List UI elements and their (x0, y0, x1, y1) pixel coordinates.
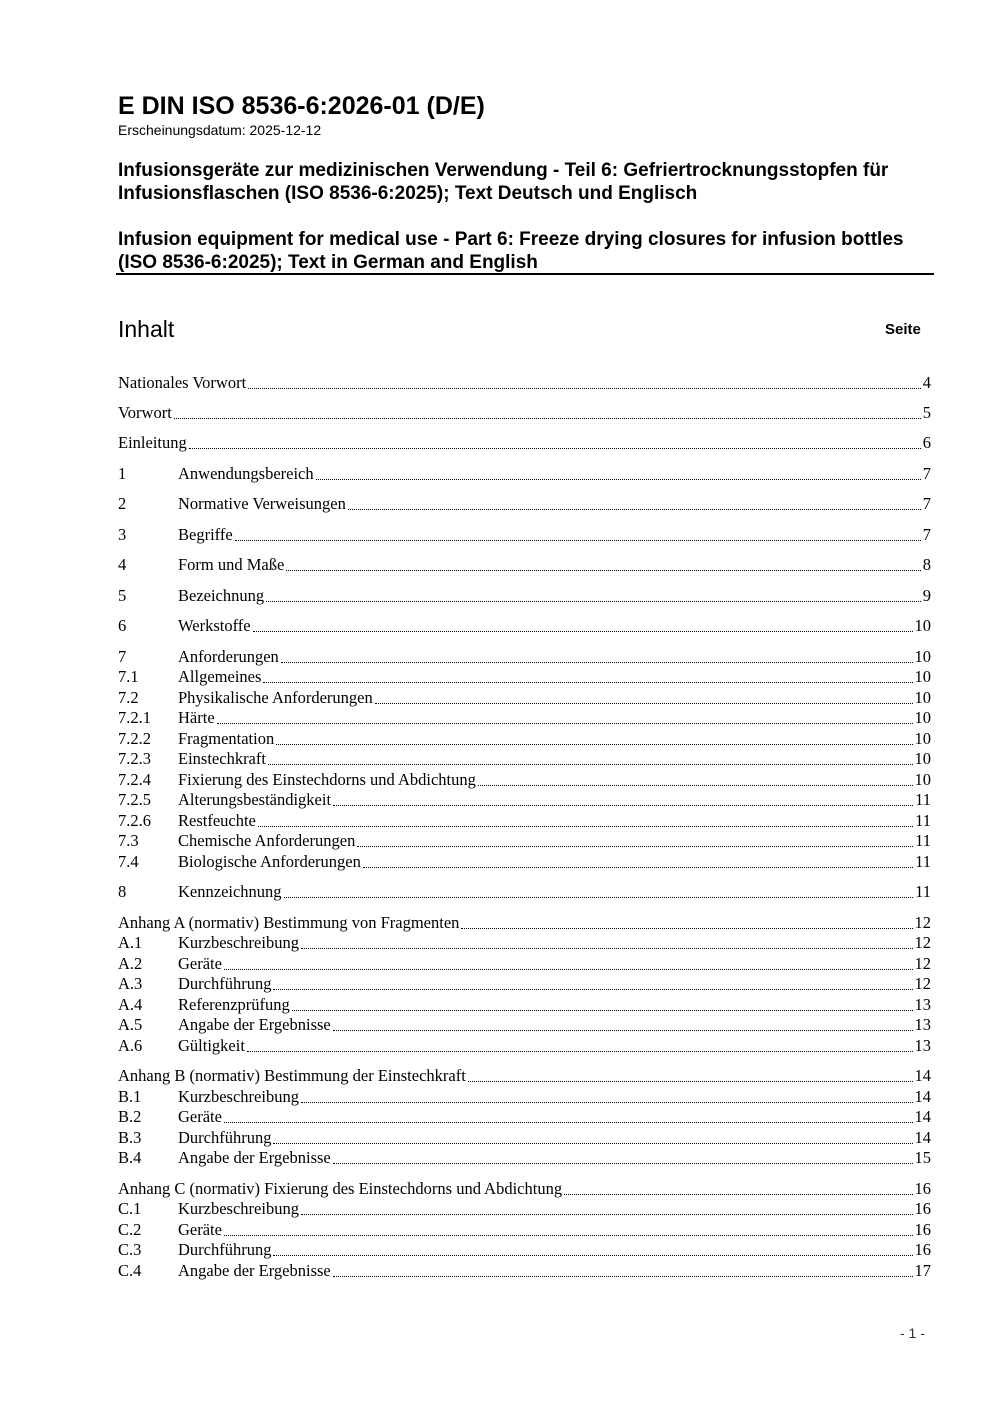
toc-dot-leader (273, 1251, 912, 1256)
toc-entry-number: 6 (118, 616, 127, 635)
toc-entry-number: A.2 (118, 954, 143, 973)
toc-entry-page: 16 (914, 1240, 931, 1259)
toc-entry-label: Härte (178, 708, 215, 727)
toc-entry-page: 10 (914, 749, 931, 768)
toc-entry[interactable] (118, 493, 931, 514)
toc-entry-page: 12 (914, 954, 931, 973)
toc-entry-number: 7.2.6 (118, 811, 151, 830)
toc-entry-number: 7.2.1 (118, 708, 151, 727)
toc-entry-label: Nationales Vorwort (118, 373, 247, 392)
toc-entry[interactable] (118, 769, 931, 790)
toc-entry-label: Geräte (178, 954, 222, 973)
toc-entry-label: Normative Verweisungen (178, 494, 346, 513)
toc-entry-page: 8 (922, 555, 931, 574)
toc-entry-page: 10 (914, 688, 931, 707)
toc-entry-number: 3 (118, 525, 127, 544)
toc-dot-leader (333, 1026, 913, 1031)
toc-dot-leader (253, 627, 913, 632)
toc-dot-leader (273, 1139, 912, 1144)
toc-entry-number: 7.2 (118, 688, 139, 707)
toc-entry[interactable] (118, 953, 931, 974)
toc-entry-label: Durchführung (178, 1240, 272, 1259)
toc-entry-label: Geräte (178, 1220, 222, 1239)
toc-entry-number: 2 (118, 494, 127, 513)
toc-dot-leader (273, 985, 912, 990)
toc-entry[interactable] (118, 1219, 931, 1240)
toc-entry[interactable] (118, 912, 931, 933)
toc-entry-label: Form und Maße (178, 555, 285, 574)
toc-entry-page: 10 (914, 708, 931, 727)
toc-entry-number: B.1 (118, 1087, 142, 1106)
toc-entry-page: 6 (922, 433, 931, 452)
toc-entry-page: 15 (914, 1148, 931, 1167)
toc-entry[interactable] (118, 932, 931, 953)
toc-entry-number: C.4 (118, 1261, 142, 1280)
toc-dot-leader (286, 566, 920, 571)
toc-dot-leader (263, 678, 912, 683)
toc-entry[interactable] (118, 1147, 931, 1168)
toc-entry[interactable] (118, 432, 931, 453)
toc-entry[interactable] (118, 666, 931, 687)
toc-entry-page: 17 (914, 1261, 931, 1280)
toc-entry-page: 10 (914, 616, 931, 635)
toc-entry[interactable] (118, 402, 931, 423)
toc-dot-leader (478, 781, 913, 786)
table-of-contents (118, 0, 931, 1403)
toc-entry-page: 10 (914, 667, 931, 686)
toc-entry-label: Werkstoffe (178, 616, 251, 635)
toc-dot-leader (461, 924, 912, 929)
toc-dot-leader (292, 1006, 913, 1011)
toc-entry-label: Anhang C (normativ) Fixierung des Einstechdorns und Abdichtung (118, 1179, 563, 1198)
toc-entry-label: Geräte (178, 1107, 222, 1126)
toc-entry-label: Vorwort (118, 403, 172, 422)
toc-entry-number: A.4 (118, 995, 143, 1014)
toc-entry-label: Kurzbeschreibung (178, 933, 299, 952)
toc-dot-leader (266, 597, 921, 602)
toc-entry[interactable] (118, 748, 931, 769)
toc-entry-number: C.3 (118, 1240, 142, 1259)
toc-dot-leader (281, 658, 913, 663)
toc-entry-page: 4 (922, 373, 931, 392)
toc-entry-label: Allgemeines (178, 667, 262, 686)
toc-entry-page: 12 (914, 974, 931, 993)
toc-entry[interactable] (118, 1260, 931, 1281)
toc-entry[interactable] (118, 1178, 931, 1199)
toc-entry[interactable] (118, 687, 931, 708)
toc-entry[interactable] (118, 463, 931, 484)
toc-heading: Inhalt (118, 316, 175, 342)
toc-entry-number: 8 (118, 882, 127, 901)
toc-entry-number: C.1 (118, 1199, 142, 1218)
toc-dot-leader (217, 719, 913, 724)
toc-entry-page: 14 (914, 1107, 931, 1126)
toc-entry-page: 10 (914, 770, 931, 789)
toc-entry[interactable] (118, 728, 931, 749)
toc-dot-leader (333, 1159, 913, 1164)
toc-entry[interactable] (118, 1127, 931, 1148)
toc-entry-number: 7 (118, 647, 127, 666)
toc-page-column-label: Seite (885, 321, 921, 338)
toc-entry-page: 9 (922, 586, 931, 605)
toc-entry[interactable] (118, 973, 931, 994)
toc-entry-number: 1 (118, 464, 127, 483)
toc-dot-leader (248, 384, 921, 389)
toc-entry[interactable] (118, 1035, 931, 1056)
toc-dot-leader (333, 1272, 913, 1277)
toc-dot-leader (301, 1098, 913, 1103)
toc-dot-leader (174, 414, 921, 419)
toc-entry[interactable] (118, 372, 931, 393)
toc-entry-label: Begriffe (178, 525, 233, 544)
toc-entry-page: 13 (914, 1015, 931, 1034)
toc-entry[interactable] (118, 646, 931, 667)
toc-dot-leader (224, 965, 913, 970)
toc-entry-number: B.3 (118, 1128, 142, 1147)
toc-entry-label: Restfeuchte (178, 811, 256, 830)
toc-entry[interactable] (118, 615, 931, 636)
toc-entry-number: 7.3 (118, 831, 139, 850)
title-english: Infusion equipment for medical use - Part 6: Freeze drying closures for infusion bottles (ISO 8536-6:2025); Text in German and English (118, 229, 904, 273)
toc-entry-page: 11 (915, 831, 931, 850)
toc-entry-label: Angabe der Ergebnisse (178, 1015, 331, 1034)
toc-entry-page: 16 (914, 1179, 931, 1198)
toc-entry-number: 7.1 (118, 667, 139, 686)
toc-entry-page: 14 (914, 1087, 931, 1106)
toc-entry-label: Anhang B (normativ) Bestimmung der Einstechkraft (118, 1066, 466, 1085)
toc-entry-page: 16 (914, 1199, 931, 1218)
toc-entry-label: Bezeichnung (178, 586, 265, 605)
toc-entry-label: Kennzeichnung (178, 882, 282, 901)
toc-entry-label: Fragmentation (178, 729, 275, 748)
toc-dot-leader (189, 444, 921, 449)
toc-dot-leader (258, 822, 913, 827)
toc-entry-page: 10 (914, 729, 931, 748)
toc-entry-label: Einleitung (118, 433, 187, 452)
toc-entry[interactable] (118, 524, 931, 545)
toc-entry-label: Fixierung des Einstechdorns und Abdichtung (178, 770, 476, 789)
toc-entry-page: 13 (914, 1036, 931, 1055)
toc-dot-leader (363, 863, 913, 868)
toc-entry-page: 13 (914, 995, 931, 1014)
toc-entry-label: Anhang A (normativ) Bestimmung von Fragmenten (118, 913, 460, 932)
toc-dot-leader (224, 1231, 913, 1236)
toc-entry-number: C.2 (118, 1220, 142, 1239)
toc-entry-label: Angabe der Ergebnisse (178, 1261, 331, 1280)
toc-dot-leader (316, 475, 921, 480)
release-date: Erscheinungsdatum: 2025-12-12 (118, 122, 322, 138)
toc-dot-leader (224, 1118, 913, 1123)
toc-entry-number: 7.2.3 (118, 749, 151, 768)
toc-entry[interactable] (118, 1198, 931, 1219)
toc-entry-label: Chemische Anforderungen (178, 831, 356, 850)
toc-dot-leader (268, 760, 913, 765)
toc-entry-page: 11 (915, 790, 931, 809)
toc-entry-page: 7 (922, 464, 931, 483)
toc-entry[interactable] (118, 1239, 931, 1260)
toc-dot-leader (333, 801, 913, 806)
toc-entry-number: A.6 (118, 1036, 143, 1055)
toc-entry-number: 5 (118, 586, 127, 605)
toc-entry-number: 7.2.4 (118, 770, 151, 789)
toc-dot-leader (375, 699, 913, 704)
toc-entry-label: Kurzbeschreibung (178, 1199, 299, 1218)
toc-entry[interactable] (118, 585, 931, 606)
toc-dot-leader (468, 1077, 913, 1082)
toc-entry-label: Gültigkeit (178, 1036, 245, 1055)
toc-entry-page: 14 (914, 1066, 931, 1085)
toc-entry-label: Referenzprüfung (178, 995, 290, 1014)
toc-entry-page: 12 (914, 933, 931, 952)
toc-dot-leader (301, 1210, 913, 1215)
toc-entry[interactable] (118, 554, 931, 575)
toc-dot-leader (564, 1190, 912, 1195)
toc-dot-leader (235, 536, 921, 541)
toc-entry-page: 11 (915, 882, 931, 901)
toc-entry-label: Kurzbeschreibung (178, 1087, 299, 1106)
toc-entry-label: Einstechkraft (178, 749, 266, 768)
toc-entry[interactable] (118, 1106, 931, 1127)
toc-entry-number: A.5 (118, 1015, 143, 1034)
toc-entry-number: B.2 (118, 1107, 142, 1126)
toc-entry-page: 7 (922, 494, 931, 513)
toc-entry-number: A.1 (118, 933, 143, 952)
toc-entry-page: 16 (914, 1220, 931, 1239)
toc-entry-page: 7 (922, 525, 931, 544)
toc-entry-number: B.4 (118, 1148, 142, 1167)
toc-dot-leader (301, 944, 913, 949)
toc-entry-label: Alterungsbeständigkeit (178, 790, 332, 809)
toc-entry-label: Durchführung (178, 974, 272, 993)
toc-dot-leader (357, 842, 913, 847)
toc-entry[interactable] (118, 994, 931, 1015)
toc-entry[interactable] (118, 1065, 931, 1086)
title-german: Infusionsgeräte zur medizinischen Verwendung - Teil 6: Gefriertrocknungsstopfen für Infusionsflaschen (ISO 8536-6:2025); Text Deutsch und Englisch (118, 160, 889, 204)
document-id-title: E DIN ISO 8536-6:2026-01 (D/E) (118, 92, 485, 120)
toc-entry-number: A.3 (118, 974, 143, 993)
page-number: - 1 - (900, 1325, 925, 1341)
toc-entry-label: Anwendungsbereich (178, 464, 314, 483)
toc-entry[interactable] (118, 830, 931, 851)
toc-entry-page: 11 (915, 852, 931, 871)
toc-dot-leader (284, 893, 914, 898)
toc-entry-label: Anforderungen (178, 647, 279, 666)
toc-entry[interactable] (118, 810, 931, 831)
toc-entry[interactable] (118, 851, 931, 872)
toc-entry-page: 10 (914, 647, 931, 666)
toc-entry-label: Biologische Anforderungen (178, 852, 361, 871)
toc-entry-number: 7.2.5 (118, 790, 151, 809)
toc-entry-label: Angabe der Ergebnisse (178, 1148, 331, 1167)
toc-entry[interactable] (118, 789, 931, 810)
toc-entry[interactable] (118, 1086, 931, 1107)
toc-entry-number: 4 (118, 555, 127, 574)
toc-entry[interactable] (118, 881, 931, 902)
toc-entry-page: 5 (922, 403, 931, 422)
toc-entry-label: Physikalische Anforderungen (178, 688, 373, 707)
toc-dot-leader (276, 740, 912, 745)
toc-entry-page: 14 (914, 1128, 931, 1147)
toc-entry[interactable] (118, 1014, 931, 1035)
toc-entry-page: 12 (914, 913, 931, 932)
toc-dot-leader (247, 1047, 913, 1052)
toc-dot-leader (348, 505, 921, 510)
toc-entry-page: 11 (915, 811, 931, 830)
toc-entry-number: 7.2.2 (118, 729, 151, 748)
toc-entry-label: Durchführung (178, 1128, 272, 1147)
toc-entry-number: 7.4 (118, 852, 139, 871)
toc-entry[interactable] (118, 707, 931, 728)
